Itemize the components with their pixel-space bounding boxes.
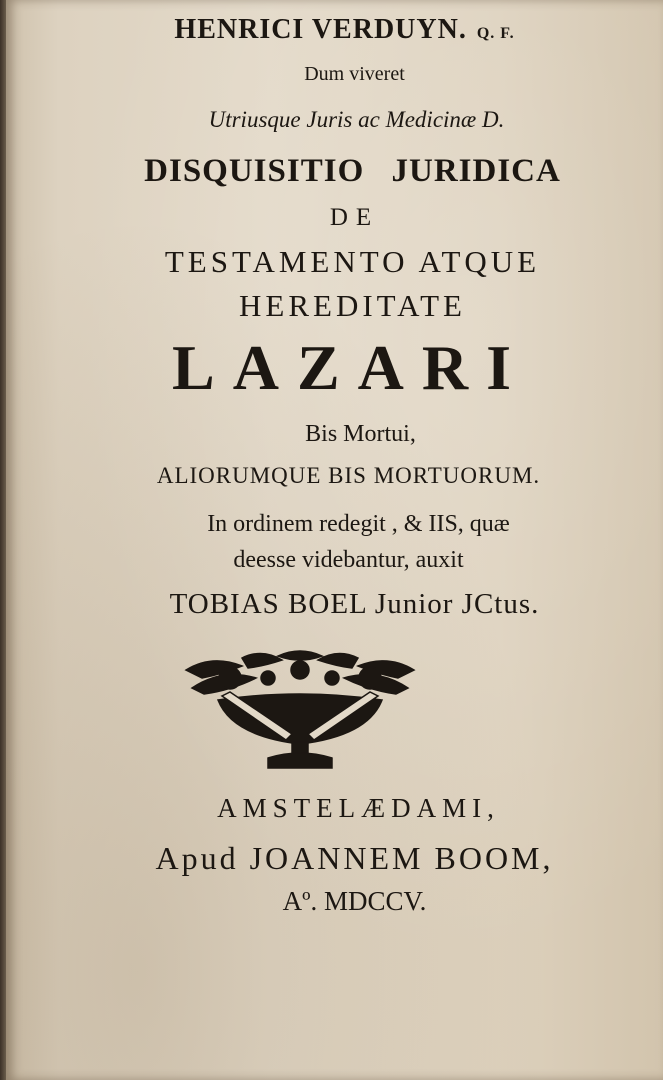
title-page (6, 0, 663, 1080)
editor-line: TOBIAS BOEL Junior JCtus. (169, 588, 540, 620)
lazari-heading: LAZARI (172, 332, 529, 403)
dum-viveret-line: Dum viveret (304, 63, 405, 85)
title-line-1: TESTAMENTO ATQUE (164, 244, 541, 279)
imprint-year: Aº. MDCCV. (282, 886, 427, 916)
ordinem-line: In ordinem redegit , & IIS, quæ (207, 511, 510, 537)
title-line-2: HEREDITATE (239, 288, 466, 323)
aliorumque-line: ALIORUMQUE BIS MORTUORUM. (156, 463, 541, 488)
deesse-line: deesse videbantur, auxit (233, 547, 464, 573)
disquisitio-heading: DISQUISITIO JURIDICA (144, 153, 561, 189)
flower-basket-ornament-icon (182, 648, 418, 774)
author-line (16, 16, 663, 44)
imprint-city: AMSTELÆDAMI, (217, 793, 500, 823)
bis-mortui-line: Bis Mortui, (305, 421, 416, 447)
de-line: DE (329, 204, 380, 231)
author-suffix: Q. F. (476, 25, 515, 42)
author-name: HENRICI VERDUYN. (174, 14, 467, 45)
degree-line: Utriusque Juris ac Medicinæ D. (208, 107, 505, 132)
imprint-publisher: Apud JOANNEM BOOM, (155, 840, 554, 876)
